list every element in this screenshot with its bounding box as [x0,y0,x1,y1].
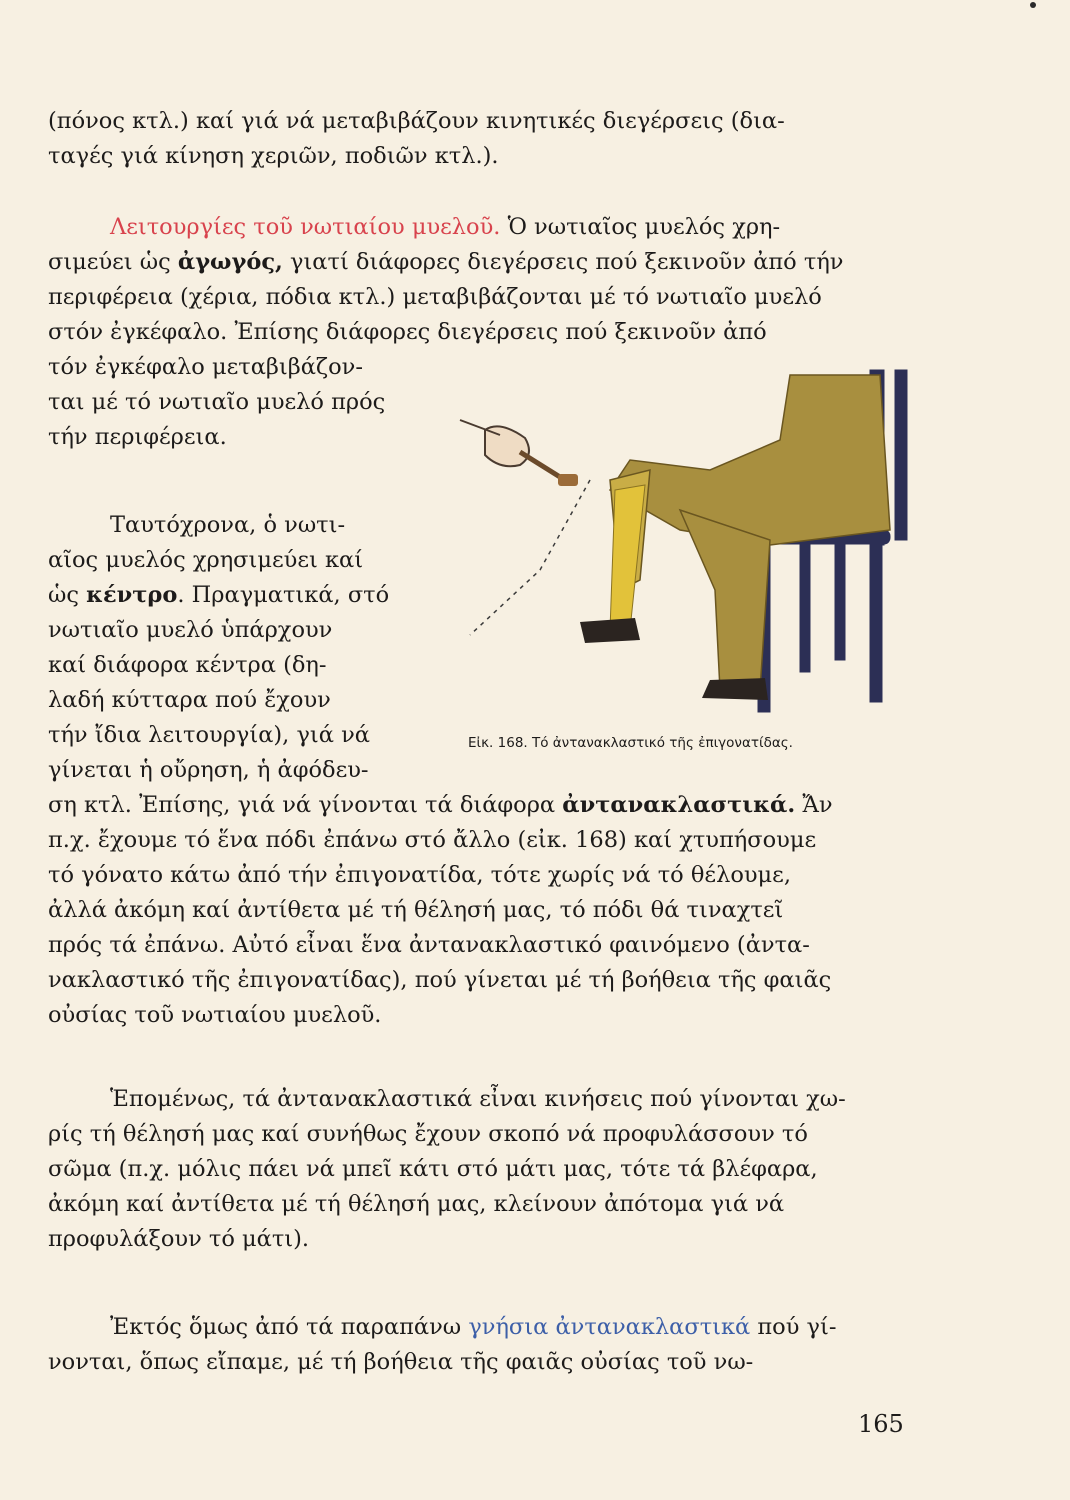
text-fragment: ση κτλ. Ἐπίσης, γιά νά γίνονται τά διάφορα [48,792,563,818]
text-line: ἀκόμη καί ἀντίθετα μέ τή θέλησή μας, κλείνουν ἀπότομα γιά νά [48,1191,785,1217]
text-line [48,1310,976,1345]
text-line: τόν ἐγκέφαλο μεταβιβάζον- [48,354,363,380]
text-line: νονται, ὅπως εἴπαμε, μέ τή βοήθεια τῆς φαιᾶς οὐσίας τοῦ νω- [48,1349,754,1375]
text-line: τήν περιφέρεια. [48,424,227,450]
text-fragment: ὡς [48,582,87,608]
text-line: (πόνος κτλ.) καί γιά νά μεταβιβάζουν κινητικές διεγέρσεις (δια- [48,108,785,134]
term-agogos: ἀγωγός, [177,249,283,275]
text-fragment: γιατί διάφορες διεγέρσεις πού ξεκινοῦν ἀπό τήν [282,249,844,275]
text-line [48,1082,976,1117]
text-line: σῶμα (π.χ. μόλις πάει νά μπεῖ κάτι στό μάτι μας, τότε τά βλέφαρα, [48,1156,818,1182]
paragraph-intro [48,104,976,174]
text-fragment: . Πραγματικά, στό [177,582,390,608]
page-number: 165 [858,1410,904,1438]
text-fragment: Ἐκτός ὅμως ἀπό τά παραπάνω [110,1314,469,1340]
text-line: π.χ. ἔχουμε τό ἕνα πόδι ἐπάνω στό ἄλλο (εἰκ. 168) καί χτυπήσουμε [48,827,817,853]
text-line: καί διάφορα κέντρα (δη- [48,652,327,678]
text-line: ται μέ τό νωτιαῖο μυελό πρός [48,389,386,415]
term-genuine-reflexes: γνήσια ἀντανακλαστικά [468,1314,751,1340]
speck [1030,2,1036,8]
text-line: γίνεται ἡ οὔρηση, ἡ ἀφόδευ- [48,757,369,783]
paragraph-genuine-reflexes [48,1310,976,1380]
text-fragment: Ἄν [795,792,833,818]
text-line: περιφέρεια (χέρια, πόδια κτλ.) μεταβιβάζονται μέ τό νωτιαῖο μυελό [48,284,822,310]
text-line: ταγές γιά κίνηση χεριῶν, ποδιῶν κτλ.). [48,143,499,169]
hand-with-hammer [460,420,578,486]
text-line [48,788,976,823]
text-line: προφυλάξουν τό μάτι). [48,1226,310,1252]
text-line [48,245,976,280]
text-line: τήν ἴδια λειτουργία), γιά νά [48,722,370,748]
text-line: ρίς τή θέλησή μας καί συνήθως ἔχουν σκοπό νά προφυλάσσουν τό [48,1121,808,1147]
shoe-left [580,618,640,643]
term-antanaklastika: ἀντανακλαστικά. [562,792,796,818]
figure-caption: Εἰκ. 168. Τό ἀντανακλαστικό τῆς ἐπιγονατίδας. [468,735,793,751]
text-line [48,210,976,245]
text-line: λαδή κύτταρα πού ἔχουν [48,687,331,713]
text-fragment: Ταυτόχρονα, ὁ νωτι- [110,512,346,538]
text-fragment: Ὁ νωτιαῖος μυελός χρη- [500,214,781,240]
text-line: νακλαστικό τῆς ἐπιγονατίδας), πού γίνεται μέ τή βοήθεια τῆς φαιᾶς [48,967,832,993]
text-line: νωτιαῖο μυελό ὑπάρχουν [48,617,333,643]
text-line: πρός τά ἐπάνω. Αὐτό εἶναι ἕνα ἀντανακλαστικό φαινόμενο (ἀντα- [48,932,810,958]
section-heading: Λειτουργίες τοῦ νωτιαίου μυελοῦ. [110,214,501,240]
text-line: οὐσίας τοῦ νωτιαίου μυελοῦ. [48,1002,382,1028]
paragraph-consequently [48,1082,976,1257]
term-kentro: κέντρο [86,582,178,608]
text-line: στόν ἐγκέφαλο. Ἐπίσης διάφορες διεγέρσεις πού ξεκινοῦν ἀπό [48,319,767,345]
text-fragment: πού γί- [750,1314,837,1340]
text-fragment: Ἑπομένως, τά ἀντανακλαστικά εἶναι κινήσεις πού γίνονται χω- [110,1086,846,1112]
knee-reflex-illustration [440,360,920,730]
shoe-right [702,678,768,700]
text-line: αῖος μυελός χρησιμεύει καί [48,547,364,573]
text-line: ἀλλά ἀκόμη καί ἀντίθετα μέ τή θέλησή μας, τό πόδι θά τιναχτεῖ [48,897,784,923]
motion-lines [470,480,590,635]
text-line: τό γόνατο κάτω ἀπό τήν ἐπιγονατίδα, τότε χωρίς νά τό θέλουμε, [48,862,791,888]
text-fragment: σιμεύει ὡς [48,249,178,275]
trousers [610,375,890,690]
